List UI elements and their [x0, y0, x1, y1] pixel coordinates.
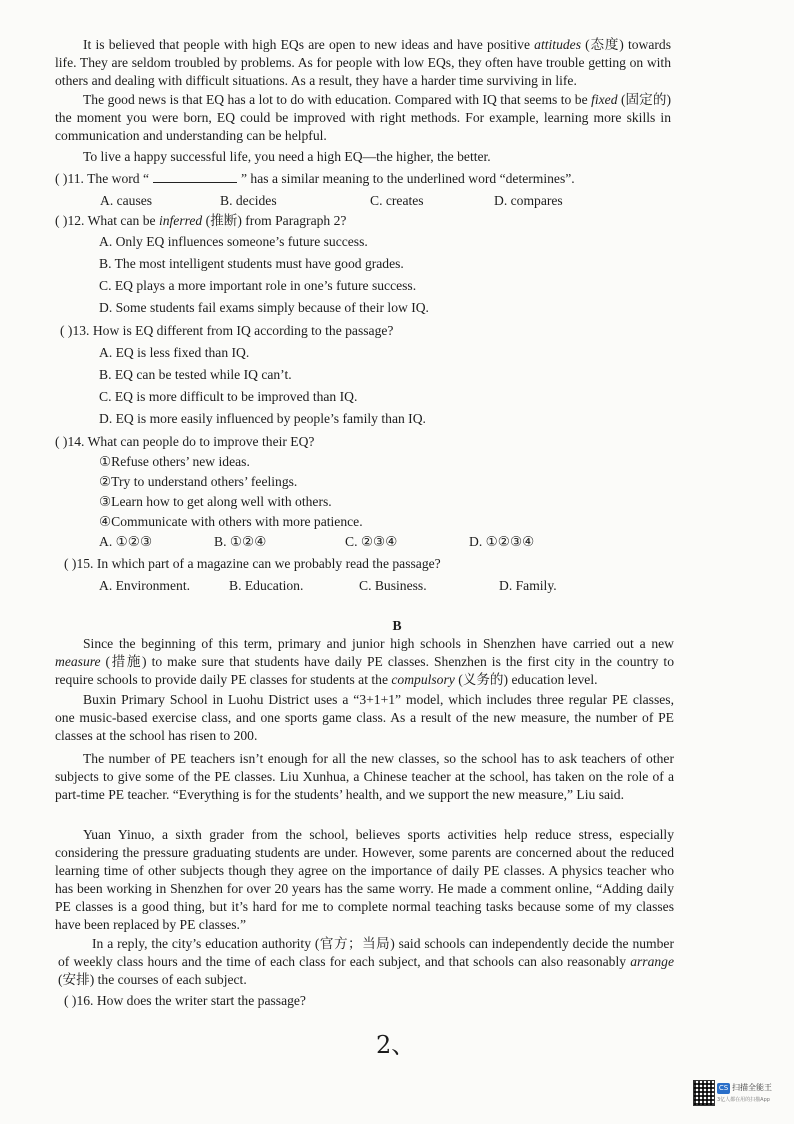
- passage-a-paragraph-3: To live a happy successful life, you need a high EQ—the higher, the better.: [83, 149, 491, 164]
- passage-a-paragraph-1: It is believed that people with high EQs are open to new ideas and have positive attitudes (态度) towards life. They are seldom troubled by problems. As for people with low EQs, they often have trouble getting on with others and dealing with difficult situations. As a result, they have a harder time surviving in life.: [55, 37, 671, 88]
- scanner-logo: [693, 1080, 779, 1106]
- cs-badge-icon: CS: [718, 1084, 729, 1092]
- option-a[interactable]: A. causes: [100, 193, 153, 208]
- question-12-option-a[interactable]: A. Only EQ influences someone’s future success.: [99, 234, 368, 249]
- option-d[interactable]: D. ①②③④: [469, 534, 535, 549]
- question-13-option-b[interactable]: B. EQ can be tested while IQ can’t.: [99, 367, 292, 382]
- passage-b-paragraph-3: The number of PE teachers isn’t enough for all the new classes, so the school has to ask teachers of other subjects to give some of the PE classes. Liu Xunhua, a Chinese teacher at the school, has taken on the role of a part-time PE teacher. “Everything is for the students’ health, and we support the new measure,” Liu said.: [55, 751, 674, 802]
- question-14-options: [99, 533, 559, 551]
- passage-b-paragraph-1: Since the beginning of this term, primary and junior high schools in Shenzhen have carried out a new measure (措施) to make sure that students have daily PE classes. Shenzhen is the first city in the country to require schools to provide daily PE classes for students at the compulsory (义务的) education level.: [55, 636, 674, 687]
- question-14-item-4: ④Communicate with others with more patience.: [99, 514, 363, 529]
- question-14-item-3: ③Learn how to get along well with others.: [99, 494, 332, 509]
- qr-code-icon: [693, 1080, 715, 1106]
- option-b[interactable]: B. decides: [220, 193, 277, 208]
- option-d[interactable]: D. compares: [494, 193, 563, 208]
- question-13-option-c[interactable]: C. EQ is more difficult to be improved than IQ.: [99, 389, 358, 404]
- question-12-option-d[interactable]: D. Some students fail exams simply because of their low IQ.: [99, 300, 429, 315]
- question-15-options: [99, 577, 569, 595]
- question-13-stem: ( )13. How is EQ different from IQ according to the passage?: [60, 323, 394, 338]
- option-c[interactable]: C. creates: [370, 193, 424, 208]
- question-16-stem: ( )16. How does the writer start the passage?: [64, 993, 306, 1008]
- passage-b-paragraph-4: Yuan Yinuo, a sixth grader from the school, believes sports activities help reduce stress, especially considering the pressure graduating students are under. However, some parents are concerned about the reduced learning time of other subjects though they agree on the importance of daily PE classes. A physics teacher who has been working in Shenzhen for over 20 years has the same worry. He made a comment online, “Adding daily PE classes is a good thing, but it’s hard for me to complete normal teaching tasks because some of my classes have been replaced by PE classes.”: [55, 827, 674, 932]
- question-12-option-b[interactable]: B. The most intelligent students must have good grades.: [99, 256, 404, 271]
- page-number: 2、: [376, 1031, 416, 1059]
- question-14-item-2: ②Try to understand others’ feelings.: [99, 474, 298, 489]
- scanner-logo-name: 扫描全能王: [732, 1083, 772, 1092]
- question-13-option-a[interactable]: A. EQ is less fixed than IQ.: [99, 345, 250, 360]
- scanner-logo-sub: 3亿人都在用的扫描App: [717, 1097, 770, 1103]
- option-a[interactable]: A. Environment.: [99, 578, 190, 593]
- question-11-options: [100, 192, 580, 210]
- question-14-stem: ( )14. What can people do to improve their EQ?: [55, 434, 315, 449]
- question-12-option-c[interactable]: C. EQ plays a more important role in one’s future success.: [99, 278, 417, 293]
- option-b[interactable]: B. Education.: [229, 578, 304, 593]
- answer-blank[interactable]: [153, 170, 237, 183]
- question-15-stem: ( )15. In which part of a magazine can we probably read the passage?: [64, 556, 441, 571]
- passage-b-paragraph-5: In a reply, the city’s education authority (官方；当局) said schools can independently decide the number of weekly class hours and the time of each class for each subject, and that schools can also reasonably arrange (安排) the courses of each subject.: [58, 936, 674, 987]
- option-c[interactable]: C. Business.: [359, 578, 427, 593]
- question-11-stem: ( )11. The word “ ” has a similar meaning to the underlined word “determines”.: [55, 171, 575, 186]
- option-c[interactable]: C. ②③④: [345, 534, 398, 549]
- option-b[interactable]: B. ①②④: [214, 534, 267, 549]
- passage-a-paragraph-2: The good news is that EQ has a lot to do with education. Compared with IQ that seems to be fixed (固定的) the moment you were born, EQ could be improved with right methods. For example, learning more skills in communication and understanding can be helpful.: [55, 92, 671, 143]
- option-d[interactable]: D. Family.: [499, 578, 557, 593]
- passage-b-paragraph-2: Buxin Primary School in Luohu District uses a “3+1+1” model, which includes three regular PE classes, one music-based exercise class, and one sports game class. As a result of the new measure, the number of PE classes at the school has risen to 200.: [55, 692, 674, 743]
- option-a[interactable]: A. ①②③: [99, 534, 153, 549]
- question-12-stem: ( )12. What can be inferred (推断) from Paragraph 2?: [55, 213, 347, 228]
- section-heading-b: B: [392, 618, 402, 633]
- question-14-item-1: ①Refuse others’ new ideas.: [99, 454, 250, 469]
- question-13-option-d[interactable]: D. EQ is more easily influenced by people’s family than IQ.: [99, 411, 426, 426]
